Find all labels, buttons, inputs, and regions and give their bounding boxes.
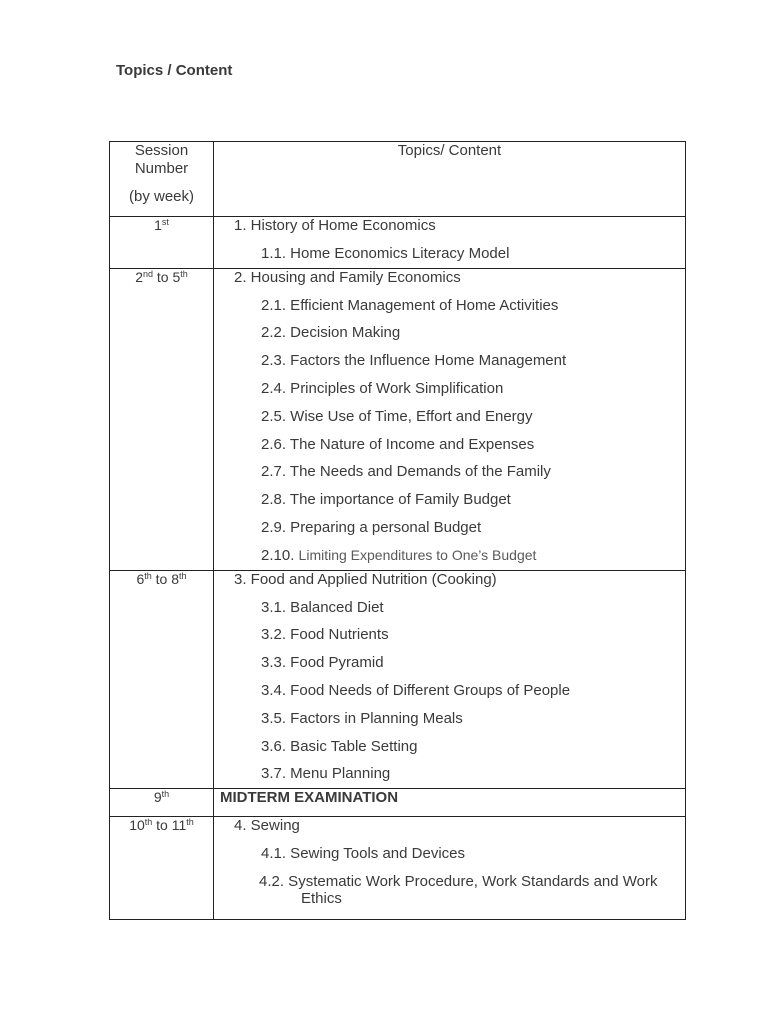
table-row [110, 570, 686, 789]
list-item: 2.9. Preparing a personal Budget [261, 518, 482, 536]
list-item: 3.6. Basic Table Setting [261, 737, 418, 755]
list-item: 2.6. The Nature of Income and Expenses [261, 435, 535, 453]
list-item: 2.3. Factors the Influence Home Management [261, 352, 567, 370]
session-cell: 9th [110, 789, 214, 817]
list-item: 3.4. Food Needs of Different Groups of People [261, 681, 571, 699]
table-row [110, 789, 686, 817]
table-row [110, 268, 686, 570]
list-item: 4. Sewing [234, 817, 300, 835]
topics-cell [214, 789, 686, 817]
list-item: 2.7. The Needs and Demands of the Family [261, 463, 551, 481]
table-row [110, 817, 686, 920]
topics-content-header: Topics/ Content [214, 142, 686, 217]
table-row [110, 217, 686, 269]
session-cell: 10th to 11th [110, 817, 214, 920]
page-title: Topics / Content [116, 62, 233, 79]
topics-cell [214, 570, 686, 789]
list-item: 2.8. The importance of Family Budget [261, 491, 511, 509]
list-item: 1. History of Home Economics [234, 217, 436, 234]
list-item: 2.10. Limiting Expenditures to One’s Budget [261, 546, 537, 564]
topics-cell [214, 268, 686, 570]
list-item: 2. Housing and Family Economics [234, 268, 461, 286]
session-cell: 2nd to 5th [110, 268, 214, 570]
midterm-label: MIDTERM EXAMINATION [220, 789, 399, 807]
list-item: 3.5. Factors in Planning Meals [261, 709, 463, 727]
topics-cell [214, 217, 686, 269]
list-item: 4.1. Sewing Tools and Devices [261, 845, 466, 863]
list-item: 3.3. Food Pyramid [261, 654, 384, 672]
list-item: 2.2. Decision Making [261, 324, 401, 342]
list-item: 3.2. Food Nutrients [261, 626, 389, 644]
list-item: 3. Food and Applied Nutrition (Cooking) [234, 570, 497, 588]
list-item: 2.5. Wise Use of Time, Effort and Energy [261, 407, 533, 425]
topics-cell [214, 817, 686, 920]
session-cell: 6th to 8th [110, 570, 214, 789]
table-header-row [110, 142, 686, 217]
list-item: 1.1. Home Economics Literacy Model [261, 244, 510, 262]
list-item: 2.4. Principles of Work Simplification [261, 379, 504, 397]
list-item: 3.1. Balanced Diet [261, 598, 384, 616]
list-item-continuation: Ethics [301, 889, 342, 907]
list-item: 2.1. Efficient Management of Home Activities [261, 296, 559, 314]
list-item: 4.2. Systematic Work Procedure, Work Standards and Work Ethics [214, 873, 685, 907]
topics-table [109, 141, 686, 920]
list-item: 3.7. Menu Planning [261, 765, 391, 783]
session-cell: 1st [110, 217, 214, 269]
session-number-header: Session Number (by week) [110, 142, 214, 217]
